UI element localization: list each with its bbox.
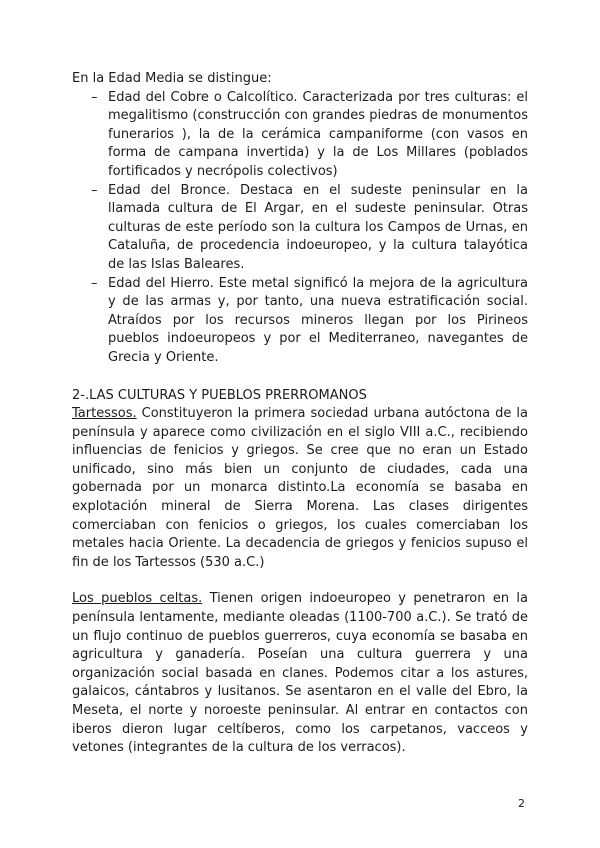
paragraph-gap <box>72 572 528 590</box>
section-title: 2-.LAS CULTURAS Y PUEBLOS PRERROMANOS <box>72 387 367 403</box>
tartessos-heading: Tartessos. <box>72 406 137 422</box>
list-item-text: Edad del Hierro. Este metal significó la mejora de la agricultura y de las armas y, por tanto, una nueva estratificación social. Atraídos por los recursos mineros llegan por los Pirineos pueblos indoeuropeos y por el Mediterraneo, navegantes de Grecia y Oriente. <box>108 275 528 365</box>
celtas-heading: Los pueblos celtas. <box>72 591 203 607</box>
list-item-text: Edad del Cobre o Calcolítico. Caracterizada por tres culturas: el megalitismo (construcción con grandes piedras de monumentos funerarios ), la de la cerámica campaniforme (con vasos en forma de campana invertida) y la de Los Millares (poblados fortificados y necrópolis colectivos) <box>108 89 528 179</box>
list-item <box>72 182 528 275</box>
dash-bullet: – <box>91 89 98 105</box>
celtas-paragraph <box>72 590 528 757</box>
page-number: 2 <box>518 797 525 810</box>
tartessos-text: Constituyeron la primera sociedad urbana autóctona de la península y aparece como civilización en el siglo VIII a.C., recibiendo influencias de fenicios y griegos. Se cree que no eran un Estado unificado, sino más bien un conjunto de ciudades, cada una gobernada por un monarca distinto.La economía se basaba en explotación mineral de Sierra Morena. Las clases dirigentes comerciaban con fenicios o griegos, los cuales comerciaban los metales hacia Oriente. La decadencia de griegos y fenicios supuso el fin de los Tartessos (530 a.C.) <box>72 406 528 570</box>
age-list <box>72 89 528 368</box>
tartessos-paragraph <box>72 405 528 572</box>
intro-text: En la Edad Media se distingue: <box>72 71 272 86</box>
celtas-text: Tienen origen indoeuropeo y penetraron en la península lentamente, mediante oleadas (1100-700 a.C.). Se trató de un flujo continuo de pueblos guerreros, cuya economía se basaba en agricultura y ganadería. Poseían una cultura guerrera y una organización social basada en clanes. Podemos citar a los astures, galaicos, cántabros y lusitanos. Se asentaron en el valle del Ebro, la Meseta, el norte y noroeste peninsular. Al entrar en contactos con iberos dieron lugar celtíberos, como los carpetanos, vacceos y vetones (integrantes de la cultura de los verracos). <box>72 591 529 756</box>
dash-bullet: – <box>91 182 98 198</box>
list-item-text: Edad del Bronce. Destaca en el sudeste peninsular en la llamada cultura de El Argar, en el sudeste peninsular. Otras culturas de este período son la cultura los Campos de Urnas, en Cataluña, de procedencia indoeuropeo, y la cultura talayótica de las Islas Baleares. <box>108 182 528 272</box>
dash-bullet: – <box>91 275 98 291</box>
document-page <box>72 70 528 758</box>
list-item <box>72 89 528 182</box>
list-item <box>72 275 528 368</box>
